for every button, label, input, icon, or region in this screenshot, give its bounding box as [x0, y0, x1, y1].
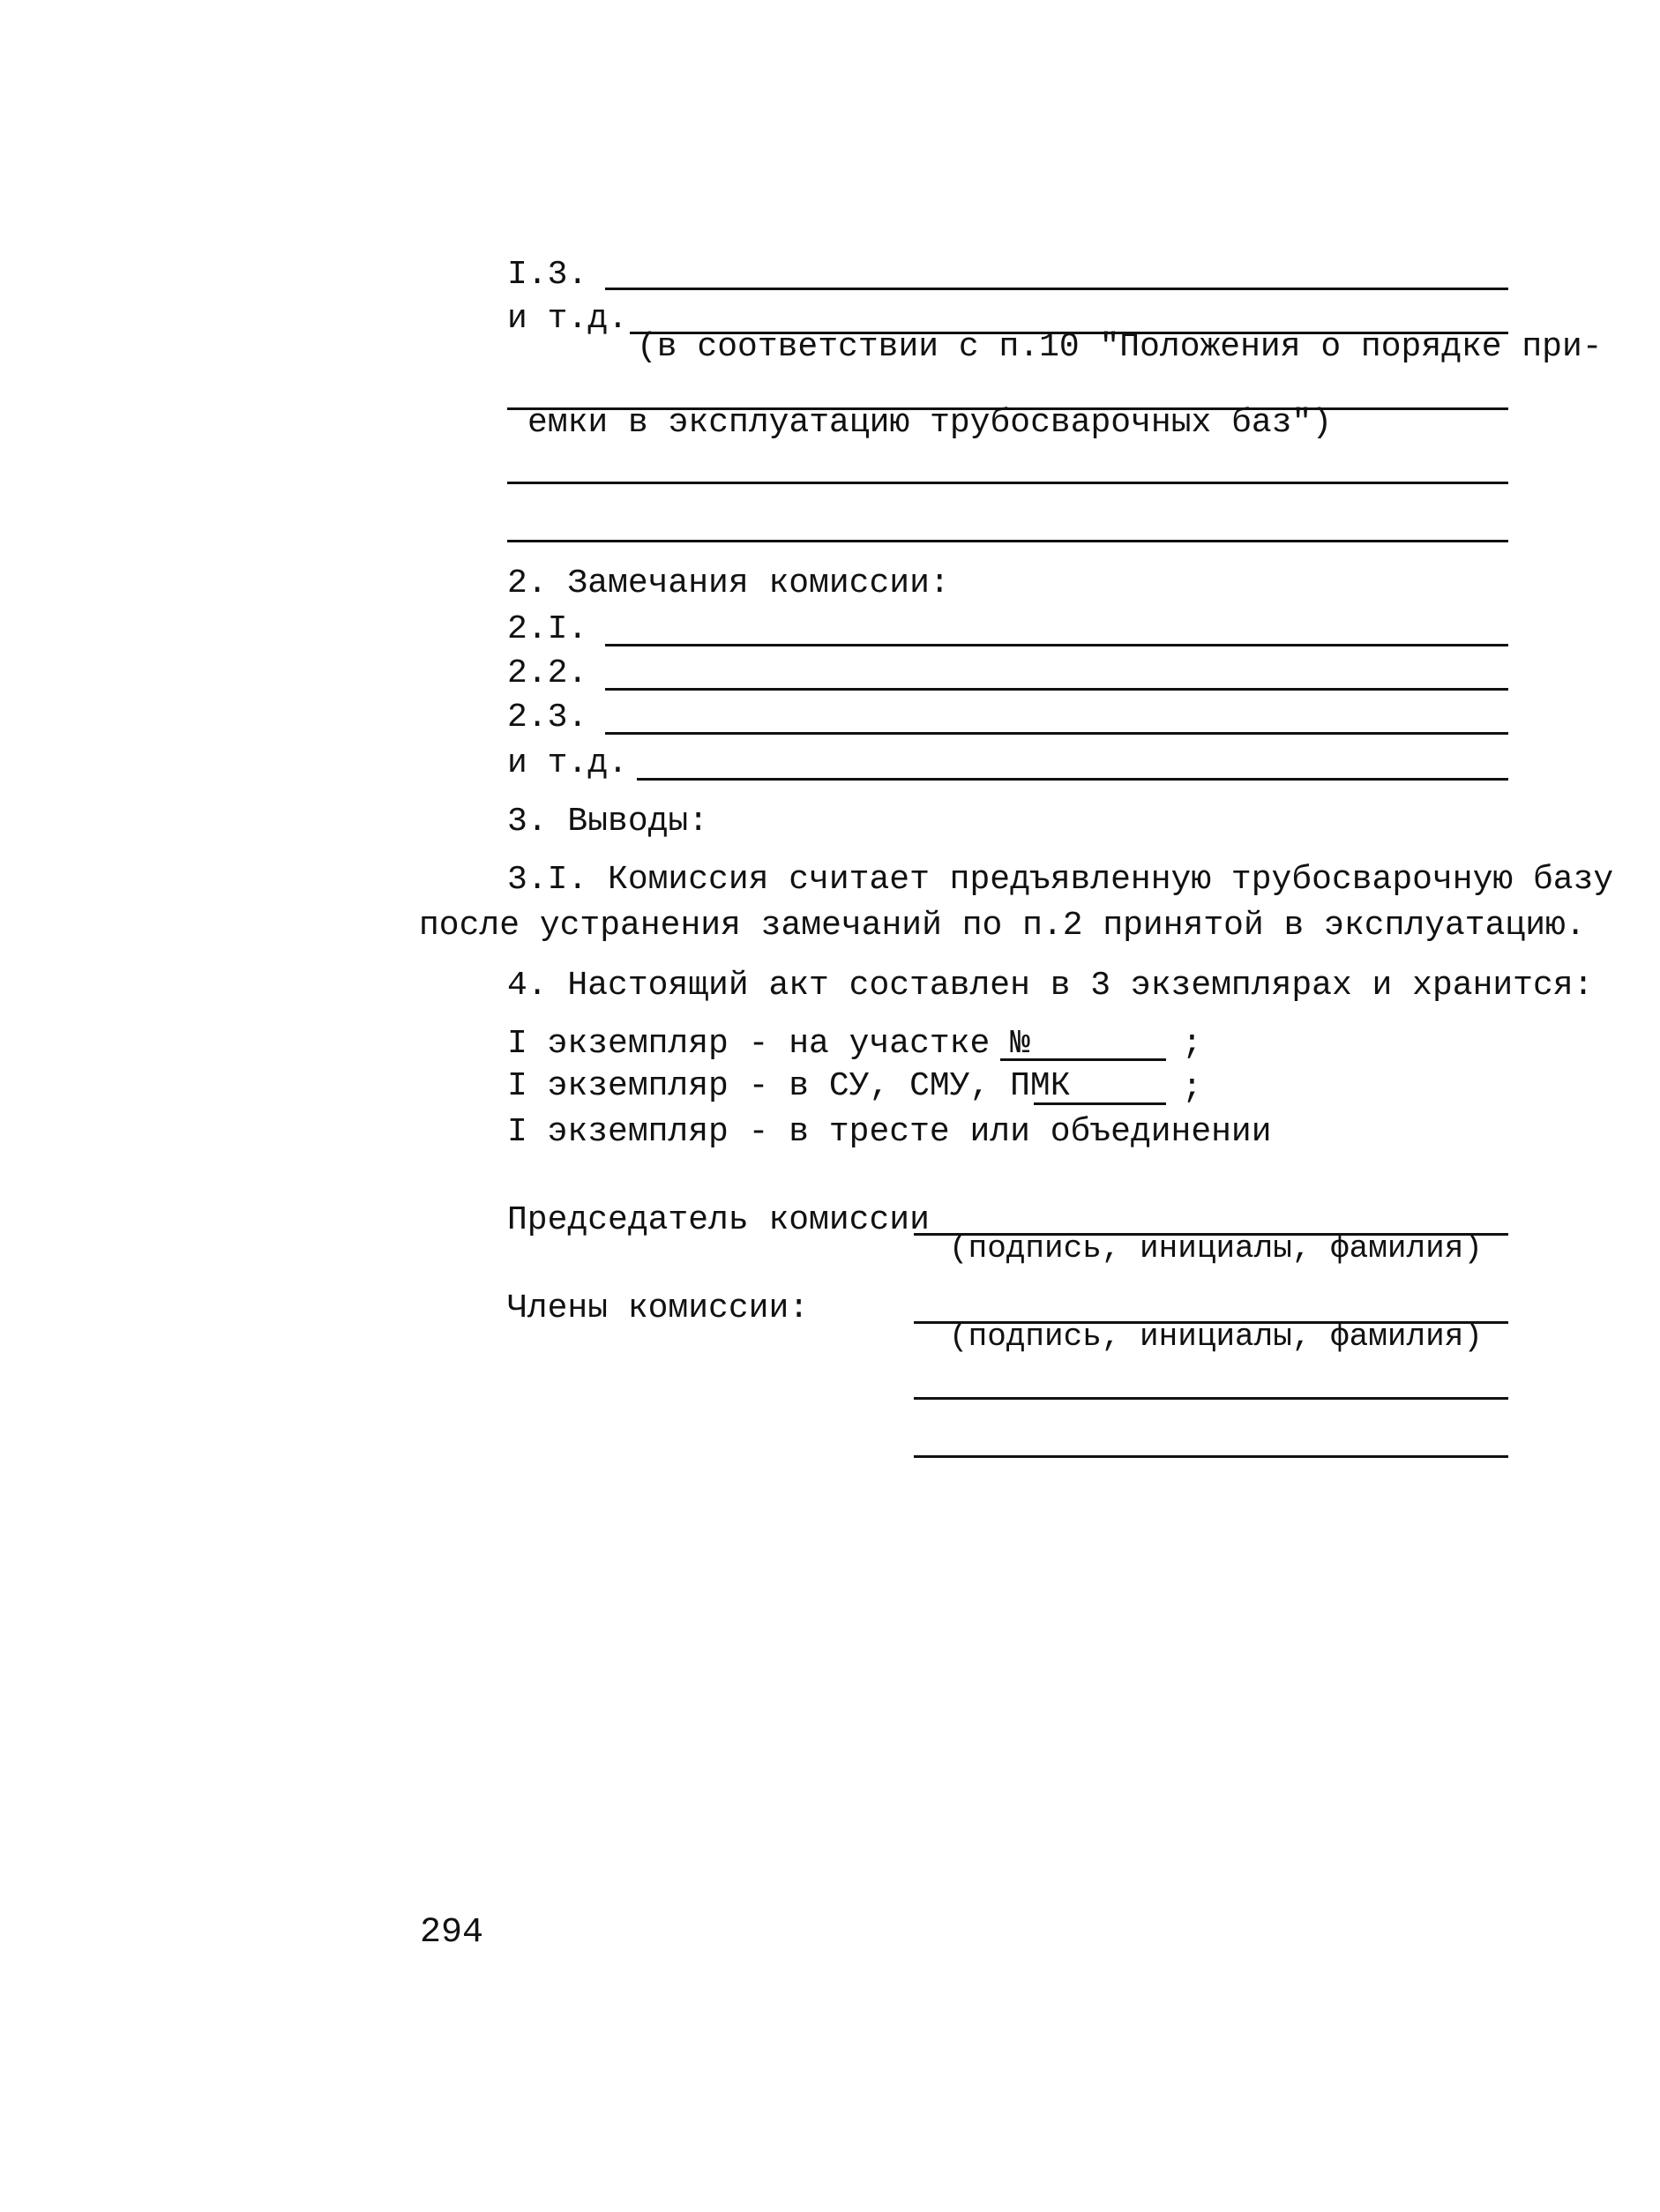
item-1-3-number: I.3. [507, 256, 588, 294]
item-2-1-number: 2.I. [507, 610, 588, 648]
conclusion-paragraph-line-1: 3.I. Комиссия считает предъявленную трубосварочную базу [507, 861, 1614, 899]
item-2-3-number: 2.3. [507, 699, 588, 736]
copy-1-semicolon: ; [1182, 1025, 1202, 1063]
item-2-1-blank-line [605, 644, 1508, 646]
item-2-2-number: 2.2. [507, 654, 588, 692]
blank-line-2 [507, 540, 1508, 542]
item-2-2-blank-line [605, 688, 1508, 691]
section-3-heading: 3. Выводы: [507, 803, 709, 841]
member-2-signature-line [914, 1397, 1508, 1400]
item-2-etc-blank-line [637, 778, 1508, 781]
copy-1-section-number-blank [1000, 1058, 1166, 1061]
item-1-3-blank-line [605, 288, 1508, 290]
blank-line-1 [507, 482, 1508, 484]
chairman-label: Председатель комиссии [507, 1201, 930, 1239]
item-2-etc: и т.д. [507, 744, 628, 782]
members-label: Члены комиссии: [507, 1289, 810, 1327]
copy-1-text: I экземпляр - на участке № [507, 1025, 1030, 1063]
member-1-signature-caption: (подпись, инициалы, фамилия) [949, 1319, 1483, 1355]
item-2-3-blank-line [605, 732, 1508, 735]
member-3-signature-line [914, 1455, 1508, 1458]
regulation-note-line-2: емки в эксплуатацию трубосварочных баз") [527, 404, 1333, 442]
conclusion-paragraph-line-2: после устранения замечаний по п.2 принятой в эксплуатацию. [419, 907, 1586, 945]
copy-3-text: I экземпляр - в тресте или объединении [507, 1113, 1272, 1151]
copy-2-text: I экземпляр - в СУ, СМУ, ПМК [507, 1067, 1071, 1105]
section-2-heading: 2. Замечания комиссии: [507, 564, 950, 602]
regulation-note-line-1: (в соответствии с п.10 "Положения о порядке при- [637, 328, 1603, 366]
copy-2-semicolon: ; [1182, 1069, 1202, 1107]
chairman-signature-caption: (подпись, инициалы, фамилия) [949, 1230, 1483, 1267]
page-number: 294 [420, 1913, 484, 1953]
copy-2-unit-name-blank [1034, 1102, 1166, 1105]
section-4-heading: 4. Настоящий акт составлен в 3 экземплярах и хранится: [507, 967, 1594, 1005]
item-1-etc: и т.д. [507, 300, 628, 338]
